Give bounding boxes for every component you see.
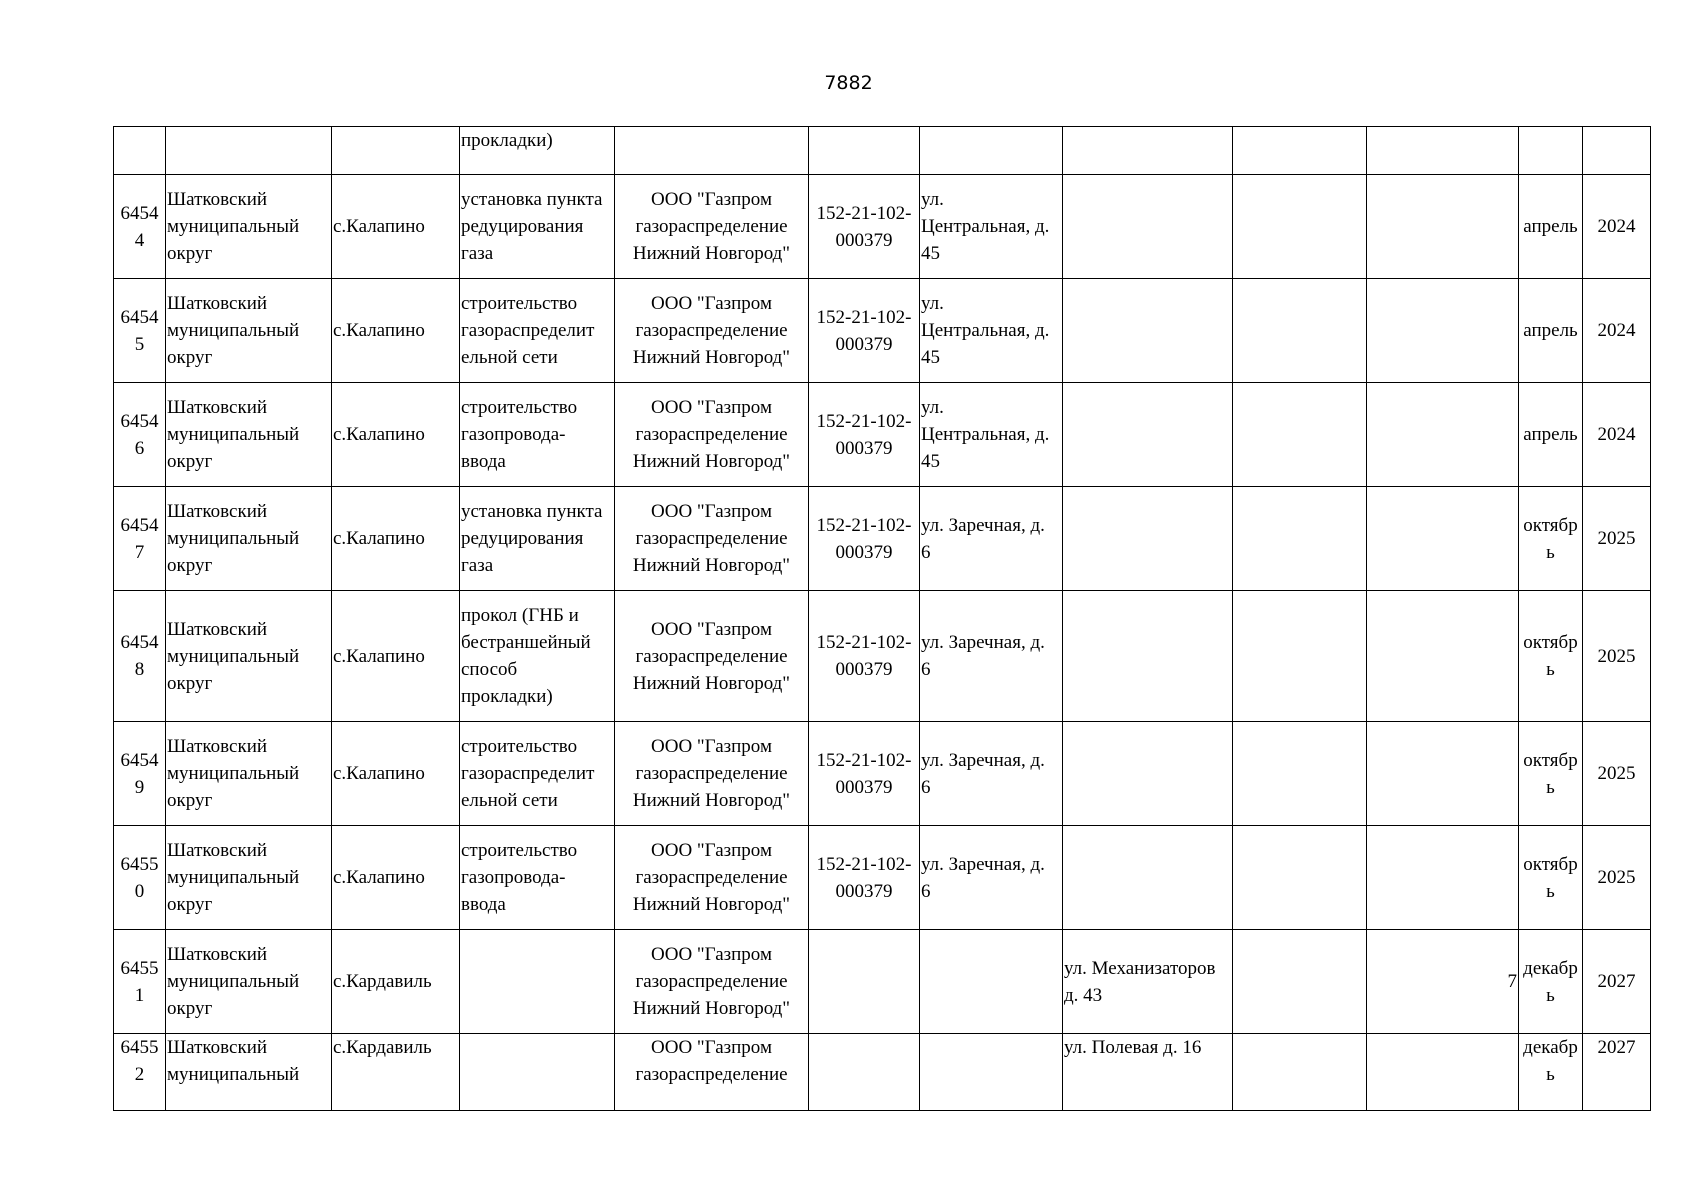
locality-cell [332,127,460,175]
registry-code-cell [809,127,920,175]
empty-cell [1233,279,1367,383]
year-cell: 2025 [1583,487,1651,591]
quantity-cell [1367,591,1519,722]
district-cell: Шатковский муниципальный округ [166,175,332,279]
table-body [114,127,1651,1111]
row-number-cell: 6454 4 [114,175,166,279]
empty-cell [1233,1034,1367,1111]
address-alt-cell [1063,722,1233,826]
quantity-cell [1367,826,1519,930]
locality-cell: с.Кардавиль [332,930,460,1034]
work-type-cell: установка пункта редуцирования газа [460,175,615,279]
locality-cell: с.Калапино [332,826,460,930]
address-alt-cell [1063,279,1233,383]
work-type-cell: строительство газопровода- ввода [460,383,615,487]
quantity-cell [1367,279,1519,383]
month-cell: апрель [1519,175,1583,279]
address-cell [920,930,1063,1034]
organization-cell: ООО "Газпром газораспределение Нижний Новгород" [615,930,809,1034]
quantity-cell [1367,722,1519,826]
quantity-cell [1367,127,1519,175]
row-number-cell: 6454 7 [114,487,166,591]
work-type-cell [460,1034,615,1111]
organization-cell: ООО "Газпром газораспределение Нижний Новгород" [615,383,809,487]
empty-cell [1233,826,1367,930]
district-cell: Шатковский муниципальный округ [166,383,332,487]
organization-cell: ООО "Газпром газораспределение Нижний Новгород" [615,826,809,930]
month-cell: октябр ь [1519,722,1583,826]
work-type-cell: строительство газораспределит ельной сети [460,279,615,383]
month-cell: апрель [1519,383,1583,487]
address-cell: ул. Заречная, д. 6 [920,826,1063,930]
quantity-cell [1367,1034,1519,1111]
month-cell [1519,127,1583,175]
row-number-cell: 6455 2 [114,1034,166,1111]
year-cell: 2024 [1583,175,1651,279]
row-number-cell: 6454 6 [114,383,166,487]
empty-cell [1233,722,1367,826]
year-cell: 2027 [1583,930,1651,1034]
row-number-cell [114,127,166,175]
table-row [114,487,1651,591]
quantity-cell [1367,175,1519,279]
organization-cell: ООО "Газпром газораспределение Нижний Новгород" [615,722,809,826]
address-alt-cell [1063,826,1233,930]
locality-cell: с.Калапино [332,487,460,591]
row-number-cell: 6454 9 [114,722,166,826]
address-cell: ул. Заречная, д. 6 [920,487,1063,591]
table-row [114,383,1651,487]
address-cell [920,127,1063,175]
year-cell: 2024 [1583,279,1651,383]
organization-cell: ООО "Газпром газораспределение Нижний Новгород" [615,591,809,722]
year-cell: 2025 [1583,591,1651,722]
month-cell: декабр ь [1519,1034,1583,1111]
organization-cell: ООО "Газпром газораспределение Нижний Новгород" [615,279,809,383]
work-type-cell: строительство газопровода- ввода [460,826,615,930]
locality-cell: с.Калапино [332,722,460,826]
work-type-cell: установка пункта редуцирования газа [460,487,615,591]
table-row [114,175,1651,279]
data-table [113,126,1651,1111]
quantity-cell [1367,487,1519,591]
month-cell: октябр ь [1519,591,1583,722]
address-alt-cell: ул. Полевая д. 16 [1063,1034,1233,1111]
table-row [114,826,1651,930]
month-cell: октябр ь [1519,487,1583,591]
district-cell: Шатковский муниципальный округ [166,722,332,826]
registry-code-cell: 152-21-102- 000379 [809,591,920,722]
organization-cell: ООО "Газпром газораспределение Нижний Новгород" [615,487,809,591]
district-cell: Шатковский муниципальный округ [166,826,332,930]
district-cell: Шатковский муниципальный округ [166,591,332,722]
address-cell: ул. Центральная, д. 45 [920,279,1063,383]
work-type-cell: прокол (ГНБ и бестраншейный способ прокладки) [460,591,615,722]
locality-cell: с.Калапино [332,279,460,383]
organization-cell: ООО "Газпром газораспределение [615,1034,809,1111]
organization-cell [615,127,809,175]
locality-cell: с.Калапино [332,591,460,722]
address-alt-cell [1063,591,1233,722]
table-row [114,279,1651,383]
registry-code-cell: 152-21-102- 000379 [809,175,920,279]
table-row [114,127,1651,175]
organization-cell: ООО "Газпром газораспределение Нижний Новгород" [615,175,809,279]
row-number-cell: 6455 1 [114,930,166,1034]
registry-code-cell: 152-21-102- 000379 [809,722,920,826]
row-number-cell: 6454 8 [114,591,166,722]
year-cell: 2024 [1583,383,1651,487]
district-cell: Шатковский муниципальный округ [166,487,332,591]
registry-code-cell: 152-21-102- 000379 [809,826,920,930]
address-cell: ул. Центральная, д. 45 [920,383,1063,487]
address-alt-cell [1063,175,1233,279]
year-cell [1583,127,1651,175]
table-row [114,591,1651,722]
year-cell: 2025 [1583,826,1651,930]
year-cell: 2027 [1583,1034,1651,1111]
address-cell: ул. Заречная, д. 6 [920,722,1063,826]
work-type-cell: строительство газораспределит ельной сети [460,722,615,826]
empty-cell [1233,175,1367,279]
page-number: 7882 [824,72,873,94]
address-cell [920,1034,1063,1111]
registry-code-cell: 152-21-102- 000379 [809,279,920,383]
work-type-cell: прокладки) [460,127,615,175]
district-cell: Шатковский муниципальный округ [166,279,332,383]
locality-cell: с.Калапино [332,383,460,487]
table-row [114,722,1651,826]
address-alt-cell: ул. Механизаторов д. 43 [1063,930,1233,1034]
address-alt-cell [1063,487,1233,591]
registry-code-cell [809,1034,920,1111]
table-row [114,1034,1651,1111]
locality-cell: с.Кардавиль [332,1034,460,1111]
month-cell: декабр ь [1519,930,1583,1034]
locality-cell: с.Калапино [332,175,460,279]
empty-cell [1233,930,1367,1034]
quantity-cell [1367,383,1519,487]
address-alt-cell [1063,127,1233,175]
address-alt-cell [1063,383,1233,487]
district-cell [166,127,332,175]
table-row [114,930,1651,1034]
row-number-cell: 6455 0 [114,826,166,930]
quantity-cell: 7 [1367,930,1519,1034]
address-cell: ул. Центральная, д. 45 [920,175,1063,279]
row-number-cell: 6454 5 [114,279,166,383]
district-cell: Шатковский муниципальный округ [166,930,332,1034]
work-type-cell [460,930,615,1034]
registry-code-cell: 152-21-102- 000379 [809,487,920,591]
empty-cell [1233,591,1367,722]
empty-cell [1233,127,1367,175]
registry-code-cell: 152-21-102- 000379 [809,383,920,487]
address-cell: ул. Заречная, д. 6 [920,591,1063,722]
empty-cell [1233,487,1367,591]
empty-cell [1233,383,1367,487]
district-cell: Шатковский муниципальный [166,1034,332,1111]
year-cell: 2025 [1583,722,1651,826]
registry-code-cell [809,930,920,1034]
month-cell: октябр ь [1519,826,1583,930]
month-cell: апрель [1519,279,1583,383]
